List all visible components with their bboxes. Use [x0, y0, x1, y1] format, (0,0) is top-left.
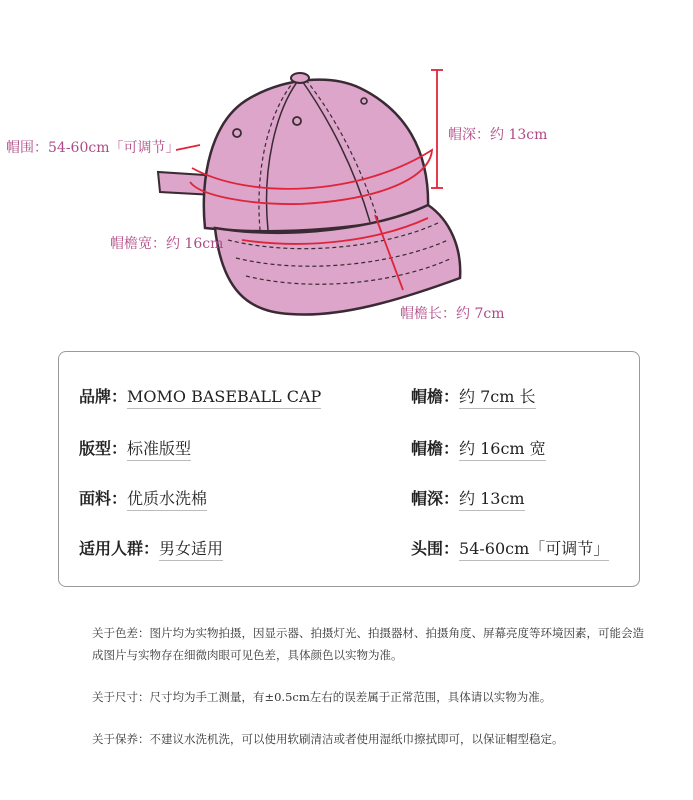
note-care: 关于保养：不建议水洗机洗，可以使用软刷清洁或者使用湿纸巾擦拭即可，以保证帽型稳定。: [92, 732, 564, 746]
eyelet: [361, 98, 367, 104]
spec-brim-width: 帽檐：约 16cm 宽: [411, 436, 546, 459]
eyelet: [233, 129, 241, 137]
spec-depth: 帽深：约 13cm: [411, 486, 525, 509]
cap-illustration: [0, 0, 693, 340]
spec-table: [58, 351, 640, 587]
circumference-label: 帽围：54-60cm「可调节」: [6, 140, 180, 156]
depth-label: 帽深：约 13cm: [448, 127, 548, 143]
cap-button: [291, 73, 309, 83]
spec-fit: 版型：标准版型: [79, 436, 191, 459]
note-color-difference: 关于色差：图片均为实物拍摄，因显示器、拍摄灯光、拍摄器材、拍摄角度、屏幕亮度等环境因素，可能会造成图片与实物存在细微肉眼可见色差，具体颜色以实物为准。: [92, 626, 644, 662]
spec-material: 面料：优质水洗棉: [79, 486, 207, 509]
brim-width-label: 帽檐宽：约 16cm: [110, 236, 224, 252]
spec-brand: 品牌：MOMO BASEBALL CAP: [79, 384, 321, 407]
spec-brim-length: 帽檐：约 7cm 长: [411, 384, 536, 407]
eyelet: [293, 117, 301, 125]
notes-section: [92, 622, 652, 770]
spec-audience: 适用人群：男女适用: [79, 536, 223, 559]
spec-head-circumference: 头围：54-60cm「可调节」: [411, 536, 609, 559]
brim-length-label: 帽檐长：约 7cm: [400, 306, 505, 322]
note-size: 关于尺寸：尺寸均为手工测量，有±0.5cm左右的误差属于正常范围，具体请以实物为准。: [92, 690, 552, 704]
cap-size-diagram: [0, 0, 693, 340]
